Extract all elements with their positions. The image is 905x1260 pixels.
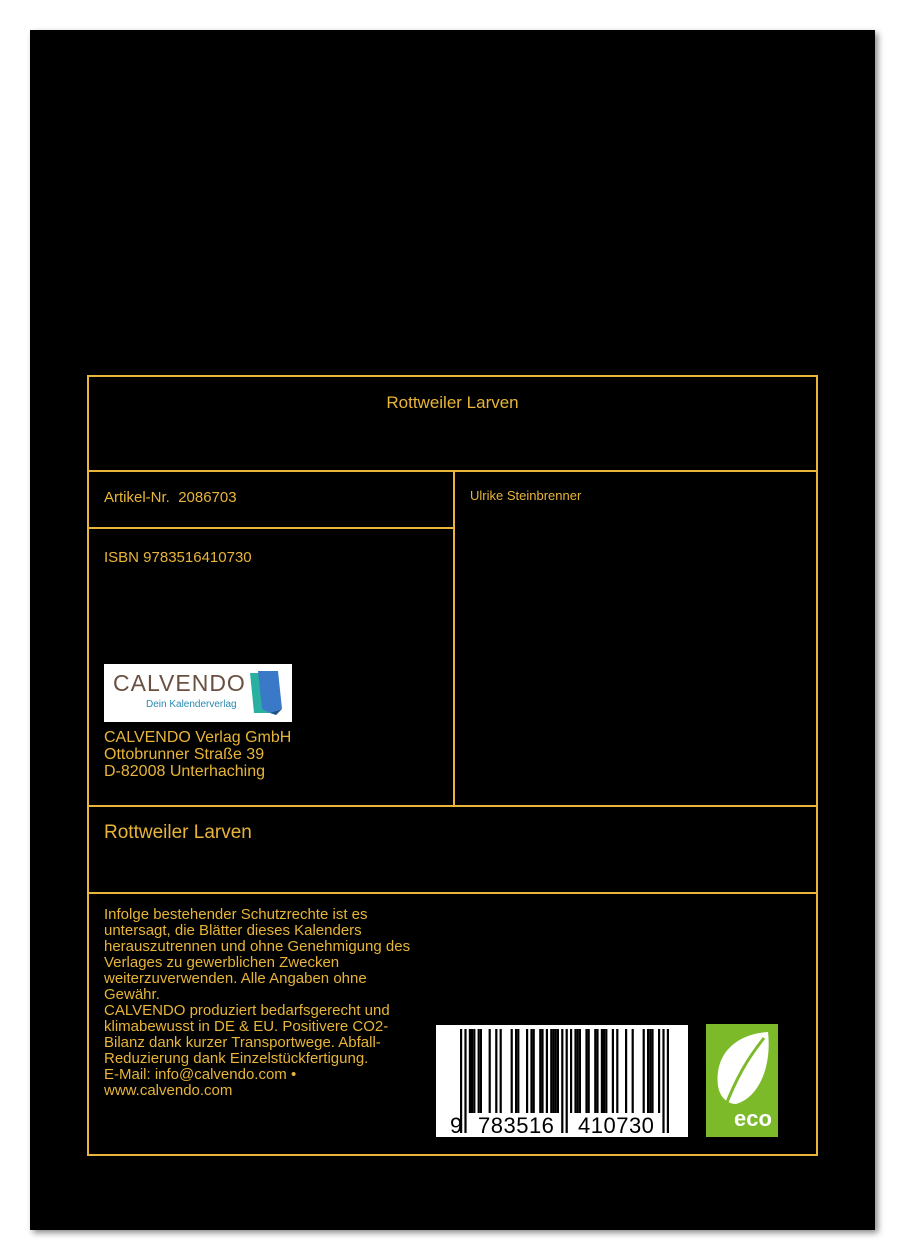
header-title: Rottweiler Larven (386, 393, 519, 412)
barcode-digits-right: 410730 (578, 1113, 655, 1138)
leaf-icon (706, 1024, 778, 1114)
barcode-bar (585, 1029, 587, 1113)
barcode-bar (632, 1029, 634, 1113)
barcode-bar (495, 1029, 497, 1113)
legal-line: Bilanz dank kurzer Transportwege. Abfall- (104, 1034, 381, 1051)
barcode-bar (550, 1029, 552, 1113)
author-box (453, 470, 818, 807)
eco-badge (706, 1024, 778, 1137)
legal-line: E-Mail: info@calvendo.com • (104, 1066, 297, 1083)
logo-wordmark: CALVENDO (113, 670, 246, 696)
legal-line: CALVENDO produziert bedarfsgerecht und (104, 1002, 390, 1019)
article-value: 2086703 (178, 489, 237, 506)
barcode-bar (555, 1029, 557, 1113)
barcode-bar (464, 1029, 466, 1133)
barcode-bar (601, 1029, 603, 1113)
publisher-name: CALVENDO Verlag GmbH (104, 729, 292, 746)
barcode-bar (643, 1029, 645, 1113)
barcode-bar (541, 1029, 543, 1113)
barcode-digit-first: 9 (450, 1113, 463, 1138)
barcode-bar (588, 1029, 590, 1113)
barcode-bar (557, 1029, 559, 1113)
barcode-bar (579, 1029, 581, 1113)
barcode-bar (662, 1029, 664, 1133)
article-number (104, 489, 237, 506)
calendar-title: Rottweiler Larven (104, 822, 252, 843)
legal-line: klimabewusst in DE & EU. Positivere CO2- (104, 1018, 389, 1035)
calendar-page-icon (246, 669, 286, 717)
publisher-street: Ottobrunner Straße 39 (104, 746, 265, 763)
legal-line: Infolge bestehender Schutzrechte ist es (104, 906, 368, 923)
title-box (87, 805, 818, 894)
isbn-text: ISBN 9783516410730 (104, 549, 252, 566)
publisher-city: D-82008 Unterhaching (104, 763, 265, 780)
barcode-bar (469, 1029, 471, 1113)
barcode-bar (625, 1029, 627, 1113)
barcode-bar (574, 1029, 576, 1113)
barcode-bar (473, 1029, 475, 1113)
eco-label: eco (734, 1106, 772, 1131)
barcode-bar (616, 1029, 618, 1113)
barcode-bar (605, 1029, 607, 1113)
barcode-bar (594, 1029, 596, 1113)
legal-line: weiterzuverwenden. Alle Angaben ohne (104, 970, 367, 987)
legal-line: Reduzierung dank Einzelstückfertigung. (104, 1050, 369, 1067)
barcode-bar (552, 1029, 554, 1113)
legal-line: herauszutrennen und ohne Genehmigung des (104, 938, 411, 955)
legal-notice (104, 907, 444, 1099)
barcode-digits-left: 783516 (478, 1113, 555, 1138)
barcode-bar (500, 1029, 502, 1113)
header-box (87, 375, 818, 472)
barcode-bar (603, 1029, 605, 1113)
barcode-bar (539, 1029, 541, 1113)
barcode-bar (570, 1029, 572, 1113)
isbn-barcode (436, 1025, 688, 1137)
legal-line: Gewähr. (104, 986, 160, 1003)
barcode-bar (533, 1029, 535, 1113)
barcode-bar (612, 1029, 614, 1113)
legal-line: untersagt, die Blätter dieses Kalenders (104, 922, 362, 939)
barcode-bar (566, 1029, 568, 1133)
barcode-bar (647, 1029, 649, 1113)
barcode-bar (471, 1029, 473, 1113)
calvendo-logo (104, 664, 292, 722)
barcode-bar (577, 1029, 579, 1113)
legal-line: www.calvendo.com (104, 1082, 233, 1099)
barcode-bar (596, 1029, 598, 1113)
barcode-bar (651, 1029, 653, 1113)
barcode-bar (530, 1029, 532, 1113)
logo-tagline: Dein Kalenderverlag (146, 699, 237, 710)
barcode-bar (667, 1029, 669, 1133)
legal-line: Verlages zu gewerblichen Zwecken (104, 954, 340, 971)
barcode-bar (489, 1029, 491, 1113)
barcode-bar (480, 1029, 482, 1113)
barcode-bar (658, 1029, 660, 1113)
article-label: Artikel-Nr. (104, 489, 170, 506)
barcode-bar (511, 1029, 513, 1113)
barcode-bar (478, 1029, 480, 1113)
barcode-bar (561, 1029, 563, 1133)
barcode-bar (515, 1029, 517, 1113)
barcode-bar (649, 1029, 651, 1113)
barcode-bar (517, 1029, 519, 1113)
author-name: Ulrike Steinbrenner (470, 488, 582, 503)
barcode-bar (526, 1029, 528, 1113)
barcode-bar (546, 1029, 548, 1113)
calendar-back-cover (30, 30, 875, 1230)
